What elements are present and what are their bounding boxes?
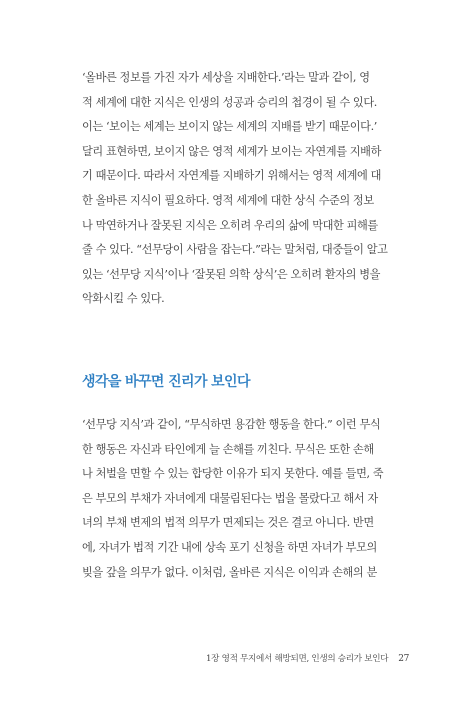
text-line: 악화시킬 수 있다. <box>82 292 165 306</box>
text-line: 이는 ‘보이는 세계는 보이지 않는 세계의 지배를 받기 때문이다.’ <box>82 120 377 134</box>
text-line: 나 막연하거나 잘못된 지식은 오히려 우리의 삶에 막대한 피해를 <box>82 218 378 232</box>
text-line: 있는 ‘선무당 지식’이나 ‘잘못된 의학 상식’은 오히려 환자의 병을 <box>82 267 381 281</box>
text-line: 달리 표현하면, 보이지 않은 영적 세계가 보이는 자연계를 지배하 <box>82 144 381 158</box>
text-line: 한 행동은 자신과 타인에게 늘 손해를 끼친다. 무식은 또한 손해 <box>82 442 374 456</box>
text-line: 빚을 갚을 의무가 없다. 이처럼, 올바른 지식은 이익과 손해의 분 <box>82 565 377 579</box>
text-line: 한 올바른 지식이 필요하다. 영적 세계에 대한 상식 수준의 정보 <box>82 193 374 207</box>
section-heading: 생각을 바꾸면 진리가 보인다 <box>82 374 250 390</box>
paragraph-1 <box>82 66 400 312</box>
text-line: 나 처벌을 면할 수 있는 합당한 이유가 되지 못한다. 예를 들면, 죽 <box>82 467 384 481</box>
text-line: 에, 자녀가 법적 기간 내에 상속 포기 신청을 하면 자녀가 부모의 <box>82 540 377 554</box>
paragraph-2 <box>82 413 400 585</box>
text-line: ‘올바른 정보를 가진 자가 세상을 지배한다.’라는 말과 같이, 영 <box>82 71 370 84</box>
text-line: ‘선무당 지식’과 같이, “무식하면 용감한 행동을 한다.” 이런 무식 <box>82 418 381 431</box>
text-line: 녀의 부채 변제의 법적 의무가 면제되는 것은 결코 아니다. 반면 <box>82 516 374 530</box>
page-number: 27 <box>398 654 410 664</box>
running-title: 1장 영적 무지에서 해방되면, 인생의 승리가 보인다 <box>206 654 389 664</box>
text-line: 적 세계에 대한 지식은 인생의 성공과 승리의 첩경이 될 수 있다. <box>82 95 377 109</box>
text-line: 줄 수 있다. “선무당이 사람을 잡는다.”라는 말처럼, 대중들이 알고 <box>82 243 388 257</box>
text-line: 은 부모의 부채가 자녀에게 대물림된다는 법을 몰랐다고 해서 자 <box>82 491 378 505</box>
text-line: 기 때문이다. 따라서 자연계를 지배하기 위해서는 영적 세계에 대 <box>82 169 381 183</box>
page-footer <box>206 652 410 664</box>
